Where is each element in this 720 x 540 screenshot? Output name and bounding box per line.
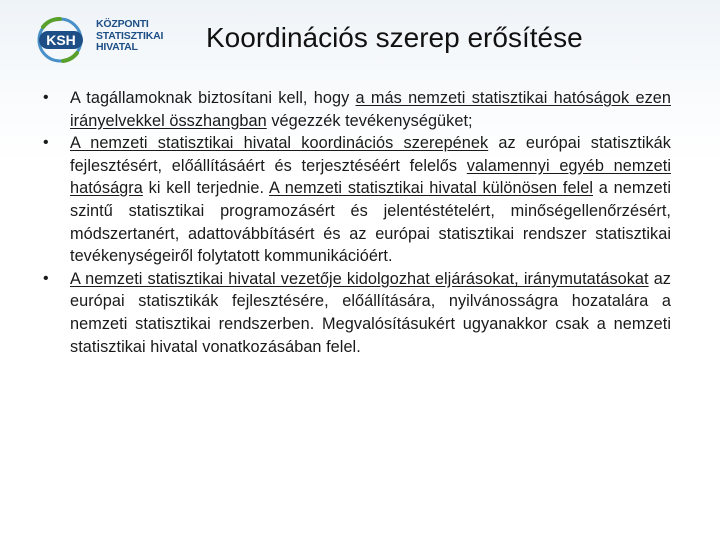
bullet-marker: • xyxy=(43,134,49,152)
bullet-marker: • xyxy=(43,89,49,106)
bullet-text xyxy=(70,132,671,268)
bullet-item xyxy=(0,87,720,132)
text-segment: A tagállamoknak biztosítani kell, hogy xyxy=(70,89,356,107)
slide-header xyxy=(0,0,720,78)
logo-line-1: KÖZPONTI xyxy=(96,18,149,30)
logo-abbr: KSH xyxy=(46,32,76,48)
bullet-list xyxy=(0,87,720,358)
text-segment: a nemzeti szintű statisztikai programozásért és jelentéstételért, minőségellenőrzésért, módszertanért, adattovábbításért és az európai statisztikai rendszer statisztikai tevékenységeiről folytatott kommunikációért. xyxy=(70,179,671,266)
underlined-segment: A nemzeti statisztikai hivatal vezetője kidolgozhat eljárásokat, iránymutatásokat xyxy=(70,269,649,288)
bullet-text xyxy=(70,87,671,132)
text-segment: ki kell terjednie. xyxy=(142,179,269,198)
logo-line-2: STATISZTIKAI xyxy=(96,29,164,42)
slide-title: Koordinációs szerep erősítése xyxy=(206,22,583,53)
underlined-segment: valamennyi egyéb nemzeti hatóságra xyxy=(70,156,671,198)
slide-body xyxy=(0,87,720,358)
underlined-segment: a más nemzeti statisztikai hatóságok ezen irányelvekkel összhangban xyxy=(70,89,671,130)
bullet-text xyxy=(70,268,671,358)
underlined-segment: A nemzeti statisztikai hivatal koordinációs szerepének xyxy=(70,134,489,153)
logo-line-3: HIVATAL xyxy=(96,41,138,53)
bullet-item xyxy=(0,268,720,358)
text-segment: az európai statisztikák fejlesztésért, előállításáért és terjesztéséért felelős xyxy=(70,134,671,175)
text-segment: végezzék tevékenységüket; xyxy=(266,111,473,130)
bullet-item xyxy=(0,132,720,268)
bullet-marker: • xyxy=(43,269,49,287)
text-segment: az európai statisztikák fejlesztésére, előállítására, nyilvánosságra hozatalára a nemzeti statisztikai rendszerben. Megvalósításukért ugyanakkor csak a nemzeti statisztikai hivatal vonatkozásában felel. xyxy=(70,269,671,356)
underlined-segment: A nemzeti statisztikai hivatal különösen felel xyxy=(268,179,594,198)
logo-text xyxy=(96,19,163,54)
